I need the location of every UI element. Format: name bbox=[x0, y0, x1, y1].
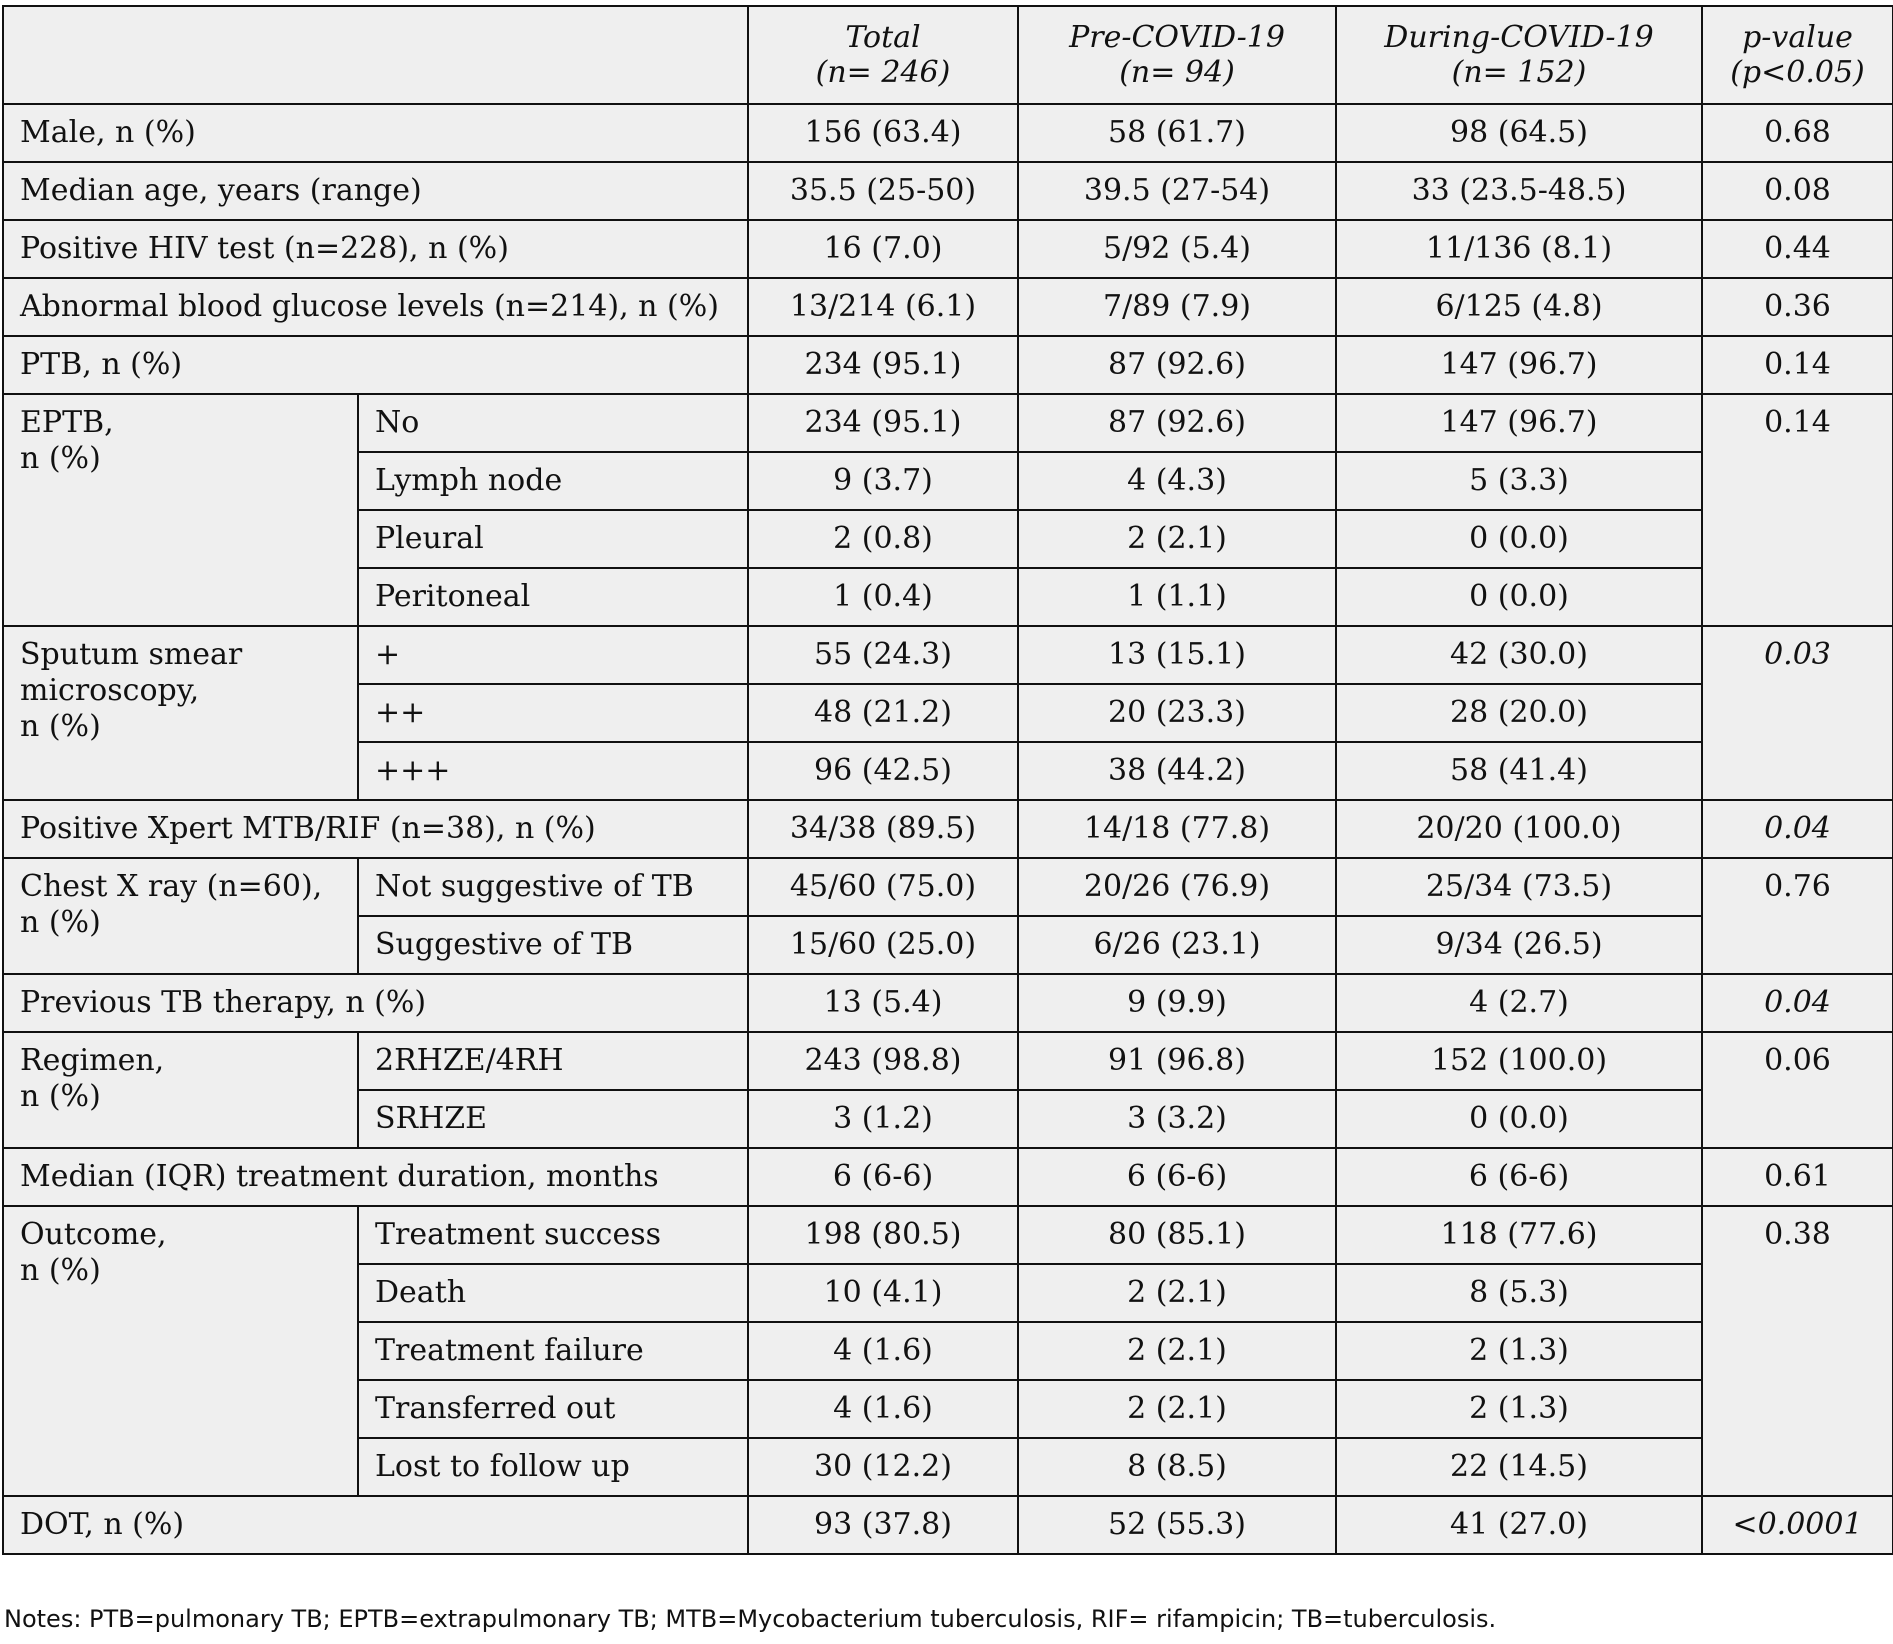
cell-total: 34/38 (89.5) bbox=[748, 800, 1018, 858]
table-row-dot bbox=[3, 1496, 1893, 1554]
cell-total: 3 (1.2) bbox=[748, 1090, 1018, 1148]
sub-label: Treatment success bbox=[358, 1206, 748, 1264]
header-pre-covid: Pre-COVID-19 (n= 94) bbox=[1018, 6, 1336, 104]
cell-during: 0 (0.0) bbox=[1336, 510, 1702, 568]
cell-p: 0.04 bbox=[1702, 800, 1893, 858]
cell-during: 6 (6-6) bbox=[1336, 1148, 1702, 1206]
cell-pre: 14/18 (77.8) bbox=[1018, 800, 1336, 858]
cell-during: 147 (96.7) bbox=[1336, 336, 1702, 394]
cell-pre: 87 (92.6) bbox=[1018, 394, 1336, 452]
cell-pre: 13 (15.1) bbox=[1018, 626, 1336, 684]
cell-during: 118 (77.6) bbox=[1336, 1206, 1702, 1264]
header-total: Total (n= 246) bbox=[748, 6, 1018, 104]
row-label: DOT, n (%) bbox=[3, 1496, 748, 1554]
cell-total: 13 (5.4) bbox=[748, 974, 1018, 1032]
cell-p: 0.08 bbox=[1702, 162, 1893, 220]
table-row-regimen-1 bbox=[3, 1032, 1893, 1090]
cell-p: <0.0001 bbox=[1702, 1496, 1893, 1554]
table-row-sputum-1 bbox=[3, 626, 1893, 684]
table-row-outcome-1 bbox=[3, 1206, 1893, 1264]
cell-pre: 9 (9.9) bbox=[1018, 974, 1336, 1032]
sub-label: No bbox=[358, 394, 748, 452]
cell-total: 15/60 (25.0) bbox=[748, 916, 1018, 974]
header-blank bbox=[3, 6, 748, 104]
sub-label: Peritoneal bbox=[358, 568, 748, 626]
sub-label: +++ bbox=[358, 742, 748, 800]
header-p-value: p-value (p<0.05) bbox=[1702, 6, 1893, 104]
sub-label: 2RHZE/4RH bbox=[358, 1032, 748, 1090]
cell-pre: 87 (92.6) bbox=[1018, 336, 1336, 394]
row-label: Previous TB therapy, n (%) bbox=[3, 974, 748, 1032]
cell-during: 9/34 (26.5) bbox=[1336, 916, 1702, 974]
cell-during: 0 (0.0) bbox=[1336, 1090, 1702, 1148]
cell-total: 156 (63.4) bbox=[748, 104, 1018, 162]
cell-pre: 7/89 (7.9) bbox=[1018, 278, 1336, 336]
sub-label: + bbox=[358, 626, 748, 684]
cell-total: 6 (6-6) bbox=[748, 1148, 1018, 1206]
cell-during: 42 (30.0) bbox=[1336, 626, 1702, 684]
cell-pre: 6/26 (23.1) bbox=[1018, 916, 1336, 974]
cell-total: 234 (95.1) bbox=[748, 336, 1018, 394]
cell-during: 0 (0.0) bbox=[1336, 568, 1702, 626]
cell-during: 58 (41.4) bbox=[1336, 742, 1702, 800]
cell-p: 0.14 bbox=[1702, 394, 1893, 626]
sub-label: Lost to follow up bbox=[358, 1438, 748, 1496]
cell-total: 93 (37.8) bbox=[748, 1496, 1018, 1554]
sub-label: ++ bbox=[358, 684, 748, 742]
cell-p: 0.04 bbox=[1702, 974, 1893, 1032]
cell-pre: 6 (6-6) bbox=[1018, 1148, 1336, 1206]
cell-during: 152 (100.0) bbox=[1336, 1032, 1702, 1090]
cell-total: 2 (0.8) bbox=[748, 510, 1018, 568]
cell-total: 48 (21.2) bbox=[748, 684, 1018, 742]
group-label-outcome: Outcome, n (%) bbox=[3, 1206, 358, 1496]
sub-label: Lymph node bbox=[358, 452, 748, 510]
cell-during: 2 (1.3) bbox=[1336, 1380, 1702, 1438]
cell-total: 45/60 (75.0) bbox=[748, 858, 1018, 916]
cell-during: 25/34 (73.5) bbox=[1336, 858, 1702, 916]
cell-p: 0.06 bbox=[1702, 1032, 1893, 1148]
cell-total: 4 (1.6) bbox=[748, 1322, 1018, 1380]
cell-pre: 4 (4.3) bbox=[1018, 452, 1336, 510]
cell-pre: 5/92 (5.4) bbox=[1018, 220, 1336, 278]
cell-total: 10 (4.1) bbox=[748, 1264, 1018, 1322]
cell-during: 28 (20.0) bbox=[1336, 684, 1702, 742]
cell-total: 35.5 (25-50) bbox=[748, 162, 1018, 220]
cell-total: 9 (3.7) bbox=[748, 452, 1018, 510]
cell-total: 1 (0.4) bbox=[748, 568, 1018, 626]
table-row-hiv bbox=[3, 220, 1893, 278]
cell-p: 0.36 bbox=[1702, 278, 1893, 336]
cell-pre: 2 (2.1) bbox=[1018, 1380, 1336, 1438]
header-during-covid: During-COVID-19 (n= 152) bbox=[1336, 6, 1702, 104]
table-row-glucose bbox=[3, 278, 1893, 336]
cell-total: 243 (98.8) bbox=[748, 1032, 1018, 1090]
row-label: Median (IQR) treatment duration, months bbox=[3, 1148, 748, 1206]
table-row-ptb bbox=[3, 336, 1893, 394]
cell-pre: 58 (61.7) bbox=[1018, 104, 1336, 162]
cell-during: 2 (1.3) bbox=[1336, 1322, 1702, 1380]
cell-pre: 2 (2.1) bbox=[1018, 1322, 1336, 1380]
sub-label: Transferred out bbox=[358, 1380, 748, 1438]
cell-pre: 39.5 (27-54) bbox=[1018, 162, 1336, 220]
table-row-duration bbox=[3, 1148, 1893, 1206]
sub-label: Treatment failure bbox=[358, 1322, 748, 1380]
cell-pre: 20/26 (76.9) bbox=[1018, 858, 1336, 916]
cell-pre: 1 (1.1) bbox=[1018, 568, 1336, 626]
cell-during: 41 (27.0) bbox=[1336, 1496, 1702, 1554]
cell-total: 55 (24.3) bbox=[748, 626, 1018, 684]
header-row bbox=[3, 6, 1893, 104]
cell-pre: 3 (3.2) bbox=[1018, 1090, 1336, 1148]
cell-pre: 8 (8.5) bbox=[1018, 1438, 1336, 1496]
cell-during: 147 (96.7) bbox=[1336, 394, 1702, 452]
cell-p: 0.44 bbox=[1702, 220, 1893, 278]
cell-pre: 2 (2.1) bbox=[1018, 1264, 1336, 1322]
row-label: Abnormal blood glucose levels (n=214), n (%) bbox=[3, 278, 748, 336]
table-row-age bbox=[3, 162, 1893, 220]
cell-total: 234 (95.1) bbox=[748, 394, 1018, 452]
results-table bbox=[2, 5, 1893, 1555]
sub-label: Pleural bbox=[358, 510, 748, 568]
group-label-eptb: EPTB, n (%) bbox=[3, 394, 358, 626]
cell-during: 22 (14.5) bbox=[1336, 1438, 1702, 1496]
sub-label: Death bbox=[358, 1264, 748, 1322]
cell-pre: 80 (85.1) bbox=[1018, 1206, 1336, 1264]
cell-total: 96 (42.5) bbox=[748, 742, 1018, 800]
row-label: Positive HIV test (n=228), n (%) bbox=[3, 220, 748, 278]
cell-pre: 52 (55.3) bbox=[1018, 1496, 1336, 1554]
group-label-sputum: Sputum smear microscopy, n (%) bbox=[3, 626, 358, 800]
cell-total: 198 (80.5) bbox=[748, 1206, 1018, 1264]
cell-during: 5 (3.3) bbox=[1336, 452, 1702, 510]
cell-p: 0.61 bbox=[1702, 1148, 1893, 1206]
cell-pre: 2 (2.1) bbox=[1018, 510, 1336, 568]
cell-p: 0.14 bbox=[1702, 336, 1893, 394]
cell-total: 30 (12.2) bbox=[748, 1438, 1018, 1496]
row-label: Positive Xpert MTB/RIF (n=38), n (%) bbox=[3, 800, 748, 858]
cell-during: 4 (2.7) bbox=[1336, 974, 1702, 1032]
cell-pre: 38 (44.2) bbox=[1018, 742, 1336, 800]
row-label: PTB, n (%) bbox=[3, 336, 748, 394]
cell-total: 13/214 (6.1) bbox=[748, 278, 1018, 336]
sub-label: SRHZE bbox=[358, 1090, 748, 1148]
table-row-xpert bbox=[3, 800, 1893, 858]
cell-during: 20/20 (100.0) bbox=[1336, 800, 1702, 858]
table-notes: Notes: PTB=pulmonary TB; EPTB=extrapulmonary TB; MTB=Mycobacterium tuberculosis, RIF= rifampicin; TB=tuberculosis. bbox=[4, 1605, 1497, 1633]
table-row-chest-not bbox=[3, 858, 1893, 916]
cell-pre: 20 (23.3) bbox=[1018, 684, 1336, 742]
cell-during: 6/125 (4.8) bbox=[1336, 278, 1702, 336]
cell-total: 16 (7.0) bbox=[748, 220, 1018, 278]
cell-total: 4 (1.6) bbox=[748, 1380, 1018, 1438]
table-row-previous bbox=[3, 974, 1893, 1032]
sub-label: Suggestive of TB bbox=[358, 916, 748, 974]
cell-during: 98 (64.5) bbox=[1336, 104, 1702, 162]
cell-during: 33 (23.5-48.5) bbox=[1336, 162, 1702, 220]
cell-p: 0.03 bbox=[1702, 626, 1893, 800]
sub-label: Not suggestive of TB bbox=[358, 858, 748, 916]
cell-p: 0.38 bbox=[1702, 1206, 1893, 1496]
row-label: Median age, years (range) bbox=[3, 162, 748, 220]
cell-pre: 91 (96.8) bbox=[1018, 1032, 1336, 1090]
cell-p: 0.76 bbox=[1702, 858, 1893, 974]
group-label-chest: Chest X ray (n=60), n (%) bbox=[3, 858, 358, 974]
cell-during: 8 (5.3) bbox=[1336, 1264, 1702, 1322]
cell-p: 0.68 bbox=[1702, 104, 1893, 162]
table-row-male bbox=[3, 104, 1893, 162]
table-row-eptb-no bbox=[3, 394, 1893, 452]
row-label: Male, n (%) bbox=[3, 104, 748, 162]
cell-during: 11/136 (8.1) bbox=[1336, 220, 1702, 278]
group-label-regimen: Regimen, n (%) bbox=[3, 1032, 358, 1148]
